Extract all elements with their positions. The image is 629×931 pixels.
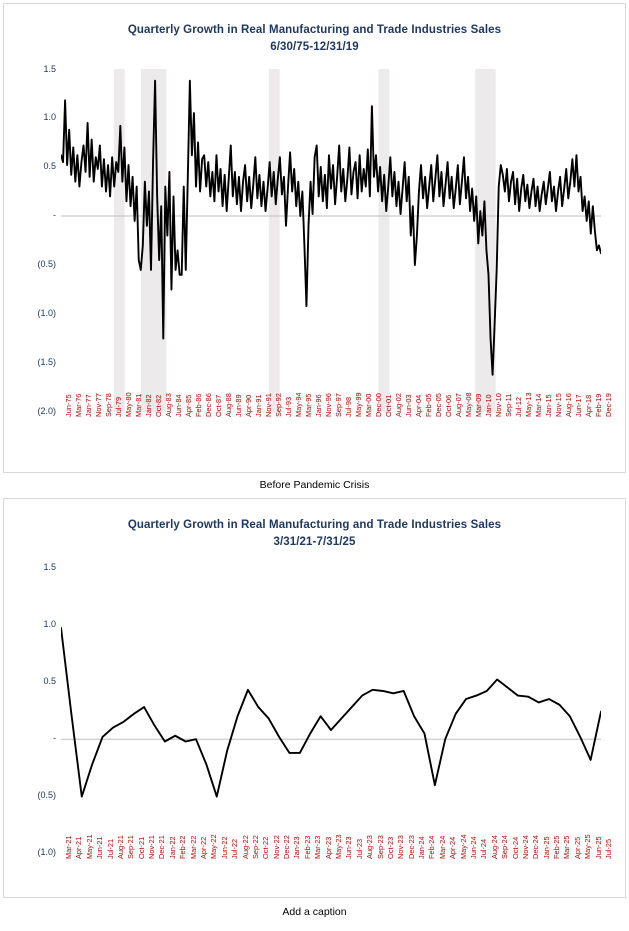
ytick-top-6: (1.5) <box>37 357 56 367</box>
xtick-label: Apr-24 <box>448 836 458 859</box>
xtick-label: Jul-79 <box>114 396 123 417</box>
xtick-label: Dec-00 <box>374 393 383 417</box>
xtick-label: Sep-11 <box>504 393 513 417</box>
ytick-bottom-4: (0.5) <box>37 790 56 800</box>
xtick-label: Jul-25 <box>604 838 613 859</box>
chart-title-top-line1: Quarterly Growth in Real Manufacturing and Trade Industries Sales <box>127 24 502 36</box>
xtick-label: Sep-21 <box>126 835 136 859</box>
xtick-label: Apr-18 <box>584 394 593 417</box>
xtick-label: Nov-24 <box>520 835 530 859</box>
xtick-label: Jan-91 <box>254 394 263 417</box>
xtick-label: Oct-21 <box>136 836 146 859</box>
xtick-label: Jul-98 <box>344 396 353 417</box>
xtick-label: Oct-24 <box>510 836 520 859</box>
xtick-label: Mar-22 <box>188 835 198 859</box>
ytick-top-2: 0.5 <box>43 161 56 171</box>
xtick-label: Nov-10 <box>494 393 503 417</box>
xtick-label: Dec-22 <box>282 835 292 859</box>
ytick-top-7: (2.0) <box>37 406 56 416</box>
xtick-label: Dec-19 <box>604 393 613 417</box>
xtick-label: Jan-10 <box>484 394 493 417</box>
xtick-label: Mar-25 <box>562 835 572 859</box>
xtick-label: Jun-89 <box>234 394 243 417</box>
xtick-label: Nov-22 <box>271 835 281 859</box>
xtick-label: Feb-19 <box>594 393 603 417</box>
xtick-label: Jul-23 <box>354 838 364 859</box>
xtick-label: Sep-22 <box>250 835 260 859</box>
xtick-label: Jun-22 <box>219 836 229 859</box>
xtick-label: Mar-24 <box>437 835 447 859</box>
caption-bottom[interactable]: Add a caption <box>282 906 347 918</box>
xtick-label: Sep-92 <box>274 393 283 417</box>
ytick-bottom-5: (1.0) <box>37 847 56 857</box>
xtick-label: Dec-24 <box>531 835 541 859</box>
xtick-label: Mar-95 <box>304 393 313 417</box>
chart-title-bottom-line1: Quarterly Growth in Real Manufacturing and Trade Industries Sales <box>127 519 502 531</box>
xtick-label: Aug-02 <box>394 393 403 417</box>
xtick-label: May-80 <box>124 392 133 417</box>
xtick-label: Oct-23 <box>385 836 395 859</box>
xtick-label: Jul-93 <box>284 396 293 417</box>
chart-title-top-line2: 6/30/75-12/31/19 <box>270 41 359 53</box>
caption-top[interactable]: Before Pandemic Crisis <box>259 479 370 491</box>
xtick-label: Feb-05 <box>424 393 433 417</box>
xtick-label: Apr-22 <box>199 836 208 859</box>
ytick-top-0: 1.5 <box>43 64 56 74</box>
xtick-label: Feb-22 <box>178 835 188 859</box>
ytick-bottom-0: 1.5 <box>43 562 56 572</box>
xtick-label: Jun-03 <box>404 394 413 417</box>
xtick-label: Jul-21 <box>105 838 115 859</box>
xtick-label: Apr-90 <box>244 394 253 417</box>
xtick-label: Jan-24 <box>417 836 427 859</box>
ytick-bottom-3: - <box>53 733 56 743</box>
xtick-label: May-25 <box>583 834 593 859</box>
xtick-label: Sep-97 <box>334 393 343 417</box>
xtick-label: Aug-23 <box>365 835 375 859</box>
recession-band <box>114 69 125 412</box>
xtick-label: Dec-86 <box>204 393 213 417</box>
xtick-label: Jul-12 <box>514 396 523 417</box>
xtick-label: Oct-01 <box>384 394 393 417</box>
xtick-label: Jul-24 <box>479 838 489 859</box>
xtick-label: Aug-07 <box>454 393 463 417</box>
recession-band <box>379 69 390 412</box>
xtick-label: Aug-16 <box>564 393 573 417</box>
xtick-label: Nov-96 <box>324 393 333 417</box>
xtick-label: Nov-77 <box>94 393 103 417</box>
series-line <box>61 628 601 797</box>
ytick-bottom-2: 0.5 <box>43 676 56 686</box>
xtick-label: Oct-87 <box>214 394 223 417</box>
xtick-label: Feb-86 <box>194 393 203 417</box>
xtick-label: Mar-09 <box>474 393 483 417</box>
xtick-label: Nov-21 <box>147 835 157 859</box>
xtick-label: May-24 <box>458 834 468 859</box>
xtick-label: May-22 <box>209 834 219 859</box>
xtick-label: May-08 <box>464 392 473 417</box>
chart-title-top <box>4 22 625 56</box>
xtick-label: May-21 <box>84 834 94 859</box>
xtick-label: Sep-78 <box>104 393 113 417</box>
xtick-label: Jan-22 <box>167 836 177 859</box>
xtick-label: Nov-15 <box>554 393 563 417</box>
recession-band <box>269 69 280 412</box>
xtick-label: Oct-06 <box>444 394 453 417</box>
xtick-label: Aug-22 <box>240 835 250 859</box>
xtick-label: Aug-21 <box>115 835 125 859</box>
xtick-label: Mar-81 <box>134 393 143 417</box>
chart-title-bottom <box>4 517 625 551</box>
xtick-label: Feb-24 <box>427 835 437 859</box>
xtick-label: Dec-21 <box>157 835 167 859</box>
xtick-label: May-13 <box>524 392 533 417</box>
xtick-label: Sep-24 <box>500 835 510 859</box>
xtick-label: Mar-21 <box>64 835 73 859</box>
xtick-label: Aug-83 <box>164 393 173 417</box>
xtick-label: May-94 <box>294 392 303 417</box>
xtick-label: Jun-21 <box>95 836 105 859</box>
xtick-label: Feb-25 <box>552 835 562 859</box>
xtick-label: Aug-88 <box>224 393 233 417</box>
xtick-label: Jan-15 <box>544 394 553 417</box>
xtick-label: Dec-23 <box>406 835 416 859</box>
xtick-label: Apr-04 <box>414 394 423 417</box>
ytick-top-4: (0.5) <box>37 259 56 269</box>
xtick-label: Apr-25 <box>572 836 582 859</box>
ytick-top-1: 1.0 <box>43 112 56 122</box>
xtick-label: Jan-96 <box>314 394 323 417</box>
xtick-label: Jun-17 <box>574 394 583 417</box>
xtick-label: Mar-00 <box>364 393 373 417</box>
xtick-label: Oct-82 <box>154 394 163 417</box>
xtick-label: Jun-25 <box>593 836 603 859</box>
xtick-label: Mar-23 <box>313 835 323 859</box>
xtick-label: May-23 <box>334 834 343 859</box>
xtick-label: Jul-22 <box>230 838 240 859</box>
xtick-label: Jun-24 <box>469 836 478 859</box>
ytick-bottom-1: 1.0 <box>43 619 56 629</box>
chart-panel-top[interactable] <box>3 3 626 473</box>
xtick-label: Jun-75 <box>64 394 73 417</box>
chart-panel-bottom[interactable] <box>3 498 626 898</box>
xtick-label: Apr-85 <box>184 394 193 417</box>
xtick-label: Jan-25 <box>541 836 551 859</box>
xtick-label: Aug-24 <box>489 835 499 859</box>
xtick-label: Jun-84 <box>174 394 183 417</box>
xtick-label: Jun-23 <box>344 836 354 859</box>
ytick-top-5: (1.0) <box>37 308 56 318</box>
xtick-label: Nov-91 <box>264 393 273 417</box>
xtick-label: Jan-82 <box>144 394 153 417</box>
xtick-label: Feb-23 <box>302 835 312 859</box>
xtick-label: Jan-77 <box>84 394 93 417</box>
xtick-label: Oct-22 <box>261 836 271 859</box>
xtick-label: Sep-23 <box>375 835 385 859</box>
chart-title-bottom-line2: 3/31/21-7/31/25 <box>273 536 356 548</box>
xtick-label: May-99 <box>354 392 363 417</box>
plot-area-top <box>61 69 601 412</box>
plot-area-bottom <box>61 567 601 854</box>
xtick-label: Apr-21 <box>74 836 84 859</box>
xtick-label: Dec-05 <box>434 393 443 417</box>
xtick-label: Nov-23 <box>396 835 406 859</box>
xtick-label: Apr-23 <box>323 836 333 859</box>
xtick-label: Mar-14 <box>534 393 543 417</box>
xtick-label: Jan-23 <box>292 836 302 859</box>
ytick-top-3: - <box>53 210 56 220</box>
xtick-label: Mar-76 <box>74 393 83 417</box>
